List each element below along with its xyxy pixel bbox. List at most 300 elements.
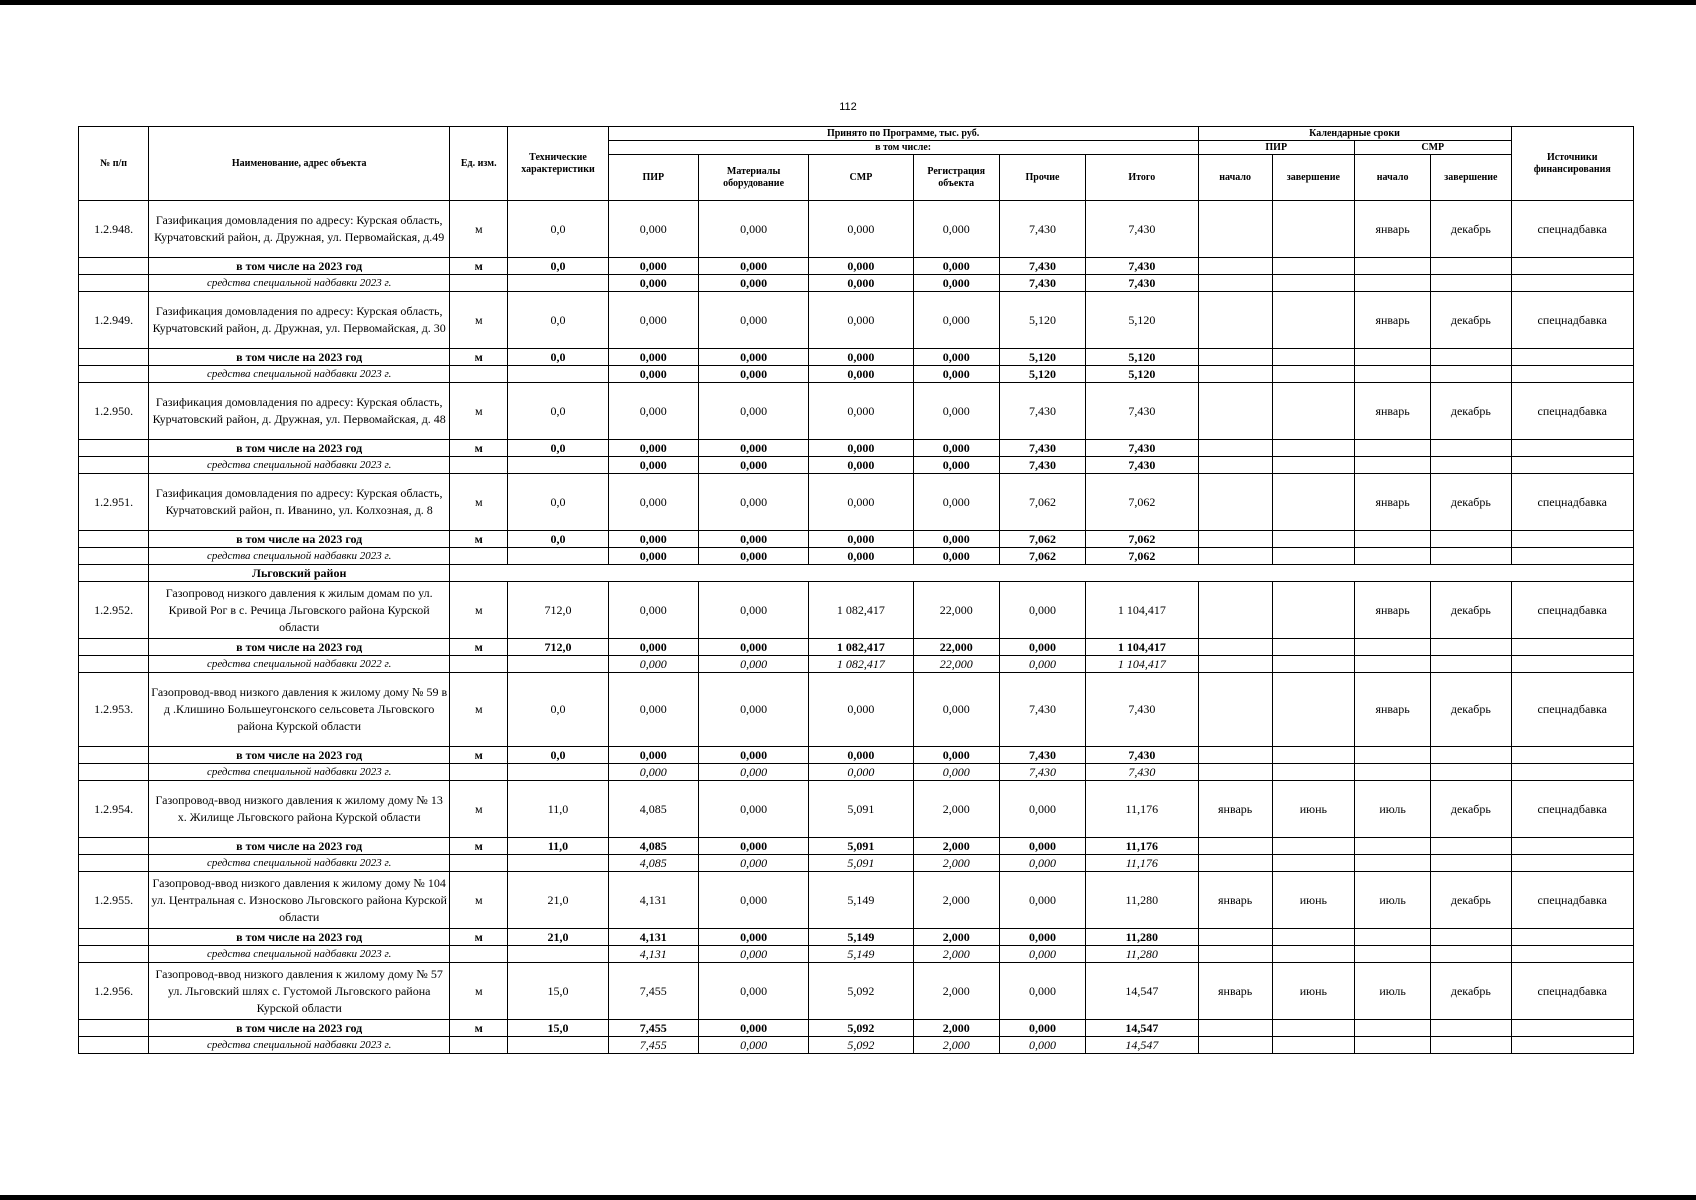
cell-smr: 0,000 (809, 258, 913, 275)
table-cell (1511, 366, 1633, 383)
table-cell (79, 747, 149, 764)
cell-materials: 0,000 (698, 582, 808, 639)
table-cell (79, 457, 149, 474)
cell-unit: м (450, 747, 508, 764)
cell-registration: 2,000 (913, 929, 999, 946)
cell-total: 7,430 (1086, 457, 1198, 474)
cell-materials: 0,000 (698, 781, 808, 838)
table-cell (508, 656, 608, 673)
year-subtotal-row (79, 1020, 1634, 1037)
cell-name: в том числе на 2023 год (149, 258, 450, 275)
table-cell (1198, 656, 1272, 673)
cell-registration: 0,000 (913, 201, 999, 258)
table-cell (508, 764, 608, 781)
cell-pir-start: январь (1198, 872, 1272, 929)
cell-total: 5,120 (1086, 349, 1198, 366)
cell-pir-start: январь (1198, 963, 1272, 1020)
table-cell (1198, 855, 1272, 872)
table-cell (1354, 929, 1430, 946)
table-cell (1272, 1020, 1354, 1037)
cell-other: 0,000 (999, 946, 1085, 963)
cell-pir-start: январь (1198, 781, 1272, 838)
cell-other: 5,120 (999, 292, 1085, 349)
cell-smr: 0,000 (809, 747, 913, 764)
cell-total: 7,430 (1086, 275, 1198, 292)
cell-tech: 11,0 (508, 838, 608, 855)
header-calendar: Календарные сроки (1198, 127, 1511, 141)
cell-name: в том числе на 2023 год (149, 440, 450, 457)
table-cell (1198, 548, 1272, 565)
cell-pir: 0,000 (608, 275, 698, 292)
cell-smr: 0,000 (809, 764, 913, 781)
cell-registration: 2,000 (913, 1037, 999, 1054)
cell-total: 7,430 (1086, 440, 1198, 457)
cell-pir-end (1272, 474, 1354, 531)
cell-unit: м (450, 838, 508, 855)
cell-smr-start: январь (1354, 201, 1430, 258)
header-name: Наименование, адрес объекта (149, 127, 450, 201)
cell-tech: 0,0 (508, 474, 608, 531)
cell-pir: 0,000 (608, 548, 698, 565)
cell-unit: м (450, 531, 508, 548)
table-cell (1431, 548, 1511, 565)
table-cell (1198, 349, 1272, 366)
cell-materials: 0,000 (698, 292, 808, 349)
cell-materials: 0,000 (698, 349, 808, 366)
header-smr: СМР (809, 155, 913, 201)
cell-total: 7,062 (1086, 531, 1198, 548)
cell-other: 7,430 (999, 383, 1085, 440)
cell-registration: 0,000 (913, 474, 999, 531)
cell-other: 7,430 (999, 275, 1085, 292)
cell-pir: 4,131 (608, 929, 698, 946)
cell-name: средства специальной надбавки 2023 г. (149, 366, 450, 383)
cell-smr: 0,000 (809, 531, 913, 548)
cell-smr: 5,149 (809, 872, 913, 929)
header-cal-pir: ПИР (1198, 141, 1354, 155)
cell-num: 1.2.948. (79, 201, 149, 258)
table-cell (1354, 349, 1430, 366)
table-cell (1431, 1020, 1511, 1037)
table-cell (1431, 838, 1511, 855)
header-smr-start: начало (1354, 155, 1430, 201)
cell-smr: 5,091 (809, 855, 913, 872)
table-cell (1198, 440, 1272, 457)
header-materials: Материалы оборудование (698, 155, 808, 201)
cell-other: 5,120 (999, 366, 1085, 383)
table-cell (1511, 349, 1633, 366)
table-cell (1431, 366, 1511, 383)
table-cell (1431, 1037, 1511, 1054)
cell-unit: м (450, 258, 508, 275)
header-pir-end: завершение (1272, 155, 1354, 201)
cell-unit: м (450, 349, 508, 366)
table-cell (1272, 275, 1354, 292)
table-cell (1272, 747, 1354, 764)
cell-pir: 0,000 (608, 366, 698, 383)
cell-pir-end (1272, 292, 1354, 349)
cell-registration: 0,000 (913, 457, 999, 474)
table-cell (450, 656, 508, 673)
table-cell (508, 366, 608, 383)
funding-source-row (79, 656, 1634, 673)
cell-unit: м (450, 929, 508, 946)
cell-registration: 22,000 (913, 656, 999, 673)
cell-pir-end: июнь (1272, 872, 1354, 929)
object-row (79, 474, 1634, 531)
cell-total: 5,120 (1086, 366, 1198, 383)
table-cell (1198, 275, 1272, 292)
cell-tech: 0,0 (508, 349, 608, 366)
cell-smr: 5,092 (809, 1037, 913, 1054)
header-other: Прочие (999, 155, 1085, 201)
cell-tech: 15,0 (508, 963, 608, 1020)
bottom-border-bar (0, 1195, 1696, 1200)
cell-materials: 0,000 (698, 531, 808, 548)
table-cell (1272, 946, 1354, 963)
cell-tech: 0,0 (508, 258, 608, 275)
cell-smr-start: январь (1354, 292, 1430, 349)
cell-materials: 0,000 (698, 1020, 808, 1037)
table-cell (1198, 929, 1272, 946)
table-cell (1198, 1037, 1272, 1054)
table-cell (1198, 946, 1272, 963)
table-cell (79, 838, 149, 855)
table-cell (1431, 275, 1511, 292)
cell-total: 14,547 (1086, 1020, 1198, 1037)
cell-name: Газификация домовладения по адресу: Курская область, Курчатовский район, д. Дружная, ул. Первомайская, д.49 (149, 201, 450, 258)
cell-other: 0,000 (999, 929, 1085, 946)
header-sources: Источники финансирования (1511, 127, 1633, 201)
cell-other: 0,000 (999, 639, 1085, 656)
cell-pir: 7,455 (608, 1037, 698, 1054)
cell-unit: м (450, 781, 508, 838)
table-cell (1354, 1020, 1430, 1037)
cell-tech: 11,0 (508, 781, 608, 838)
table-cell (1354, 855, 1430, 872)
table-cell (1354, 764, 1430, 781)
table-cell (450, 764, 508, 781)
cell-total: 7,430 (1086, 383, 1198, 440)
table-cell (1198, 764, 1272, 781)
object-row (79, 963, 1634, 1020)
cell-num: 1.2.956. (79, 963, 149, 1020)
table-cell (1431, 531, 1511, 548)
table-cell (1431, 747, 1511, 764)
cell-pir: 0,000 (608, 656, 698, 673)
cell-smr: 0,000 (809, 474, 913, 531)
cell-tech: 15,0 (508, 1020, 608, 1037)
table-cell (1431, 855, 1511, 872)
header-total: Итого (1086, 155, 1198, 201)
cell-total: 11,280 (1086, 872, 1198, 929)
table-cell (79, 440, 149, 457)
table-cell (1354, 656, 1430, 673)
cell-num: 1.2.955. (79, 872, 149, 929)
cell-materials: 0,000 (698, 764, 808, 781)
cell-tech: 0,0 (508, 383, 608, 440)
cell-registration: 2,000 (913, 963, 999, 1020)
table-cell (508, 946, 608, 963)
cell-smr-start: январь (1354, 474, 1430, 531)
year-subtotal-row (79, 929, 1634, 946)
cell-pir: 0,000 (608, 747, 698, 764)
table-cell (1272, 548, 1354, 565)
cell-smr-end: декабрь (1431, 673, 1511, 747)
cell-other: 7,430 (999, 764, 1085, 781)
cell-unit: м (450, 440, 508, 457)
cell-smr-end: декабрь (1431, 781, 1511, 838)
cell-smr-start: январь (1354, 383, 1430, 440)
cell-smr-start: июль (1354, 781, 1430, 838)
table-cell (1272, 366, 1354, 383)
table-cell (1272, 1037, 1354, 1054)
table-cell (1272, 929, 1354, 946)
table-cell (79, 565, 149, 582)
cell-source: спецнадбавка (1511, 872, 1633, 929)
cell-materials: 0,000 (698, 656, 808, 673)
table-cell (1198, 747, 1272, 764)
header-num: № п/п (79, 127, 149, 201)
table-cell (1354, 457, 1430, 474)
cell-registration: 0,000 (913, 383, 999, 440)
cell-pir: 4,085 (608, 855, 698, 872)
year-subtotal-row (79, 349, 1634, 366)
cell-total: 7,430 (1086, 747, 1198, 764)
cell-total: 7,062 (1086, 474, 1198, 531)
cell-materials: 0,000 (698, 383, 808, 440)
table-cell (1272, 531, 1354, 548)
cell-other: 0,000 (999, 872, 1085, 929)
cell-pir: 0,000 (608, 292, 698, 349)
table-cell (1354, 548, 1430, 565)
table-cell (1198, 639, 1272, 656)
cell-pir: 0,000 (608, 258, 698, 275)
table-cell (508, 1037, 608, 1054)
cell-num: 1.2.952. (79, 582, 149, 639)
cell-materials: 0,000 (698, 548, 808, 565)
cell-total: 7,062 (1086, 548, 1198, 565)
cell-materials: 0,000 (698, 275, 808, 292)
cell-registration: 2,000 (913, 838, 999, 855)
cell-pir-start (1198, 582, 1272, 639)
table-cell (1354, 838, 1430, 855)
top-border-bar (0, 0, 1696, 5)
table-cell (1431, 639, 1511, 656)
cell-registration: 2,000 (913, 872, 999, 929)
table-cell (79, 258, 149, 275)
cell-unit: м (450, 292, 508, 349)
cell-pir: 0,000 (608, 383, 698, 440)
cell-smr: 0,000 (809, 275, 913, 292)
table-cell (79, 349, 149, 366)
table-cell (79, 855, 149, 872)
table-cell (1272, 440, 1354, 457)
cell-num: 1.2.954. (79, 781, 149, 838)
cell-name: Газопровод-ввод низкого давления к жилому дому № 104 ул. Центральная с. Износково Льговского района Курской области (149, 872, 450, 929)
cell-pir-end (1272, 201, 1354, 258)
cell-registration: 2,000 (913, 1020, 999, 1037)
cell-smr: 5,092 (809, 1020, 913, 1037)
table-cell (1272, 639, 1354, 656)
cell-other: 0,000 (999, 963, 1085, 1020)
cell-registration: 0,000 (913, 349, 999, 366)
page-number: 112 (839, 101, 857, 113)
cell-num: 1.2.951. (79, 474, 149, 531)
cell-name: в том числе на 2023 год (149, 929, 450, 946)
funding-source-row (79, 946, 1634, 963)
cell-name: Газопровод-ввод низкого давления к жилому дому № 59 в д .Клишино Большеугонского сельсовета Льговского района Курской области (149, 673, 450, 747)
cell-total: 11,280 (1086, 946, 1198, 963)
table-cell (1354, 275, 1430, 292)
cell-tech: 0,0 (508, 531, 608, 548)
cell-pir-end (1272, 673, 1354, 747)
cell-unit: м (450, 1020, 508, 1037)
cell-tech: 712,0 (508, 639, 608, 656)
header-accepted: Принято по Программе, тыс. руб. (608, 127, 1198, 141)
cell-other: 0,000 (999, 1037, 1085, 1054)
header-tech: Технические характеристики (508, 127, 608, 201)
cell-unit: м (450, 201, 508, 258)
cell-materials: 0,000 (698, 747, 808, 764)
object-row (79, 872, 1634, 929)
cell-source: спецнадбавка (1511, 383, 1633, 440)
table-cell (1431, 349, 1511, 366)
funding-source-row (79, 855, 1634, 872)
district-row (79, 565, 1634, 582)
funding-source-row (79, 275, 1634, 292)
cell-name: Газопровод-ввод низкого давления к жилому дому № 13 х. Жилище Льговского района Курской области (149, 781, 450, 838)
cell-pir-start (1198, 474, 1272, 531)
cell-tech: 0,0 (508, 440, 608, 457)
table-cell (1198, 457, 1272, 474)
cell-other: 0,000 (999, 582, 1085, 639)
table-cell (450, 946, 508, 963)
table-cell (1354, 747, 1430, 764)
cell-pir: 0,000 (608, 474, 698, 531)
cell-materials: 0,000 (698, 366, 808, 383)
cell-smr: 0,000 (809, 383, 913, 440)
cell-registration: 2,000 (913, 781, 999, 838)
table-cell (79, 531, 149, 548)
cell-tech: 0,0 (508, 201, 608, 258)
program-table (78, 126, 1634, 1054)
table-cell (1511, 531, 1633, 548)
table-cell (1431, 457, 1511, 474)
cell-registration: 0,000 (913, 747, 999, 764)
cell-pir-end: июнь (1272, 963, 1354, 1020)
cell-unit: м (450, 474, 508, 531)
table-cell (1198, 1020, 1272, 1037)
cell-materials: 0,000 (698, 838, 808, 855)
table-cell (1354, 946, 1430, 963)
header-pir-start: начало (1198, 155, 1272, 201)
cell-registration: 0,000 (913, 440, 999, 457)
year-subtotal-row (79, 747, 1634, 764)
table-cell (508, 548, 608, 565)
cell-total: 11,176 (1086, 838, 1198, 855)
cell-source: спецнадбавка (1511, 673, 1633, 747)
cell-name: средства специальной надбавки 2023 г. (149, 275, 450, 292)
table-cell (1354, 258, 1430, 275)
cell-materials: 0,000 (698, 673, 808, 747)
cell-total: 7,430 (1086, 673, 1198, 747)
object-row (79, 201, 1634, 258)
cell-registration: 0,000 (913, 548, 999, 565)
cell-num: 1.2.950. (79, 383, 149, 440)
cell-materials: 0,000 (698, 929, 808, 946)
cell-other: 0,000 (999, 838, 1085, 855)
cell-pir: 0,000 (608, 764, 698, 781)
cell-name: в том числе на 2023 год (149, 531, 450, 548)
cell-total: 14,547 (1086, 1037, 1198, 1054)
table-cell (1272, 457, 1354, 474)
year-subtotal-row (79, 440, 1634, 457)
table-cell (1272, 855, 1354, 872)
table-cell (79, 1037, 149, 1054)
table-cell (450, 548, 508, 565)
year-subtotal-row (79, 531, 1634, 548)
cell-other: 7,430 (999, 440, 1085, 457)
cell-smr: 0,000 (809, 673, 913, 747)
cell-source: спецнадбавка (1511, 582, 1633, 639)
cell-smr: 0,000 (809, 201, 913, 258)
cell-registration: 0,000 (913, 764, 999, 781)
table-cell (79, 275, 149, 292)
table-cell (508, 457, 608, 474)
table-cell (1511, 1020, 1633, 1037)
funding-source-row (79, 457, 1634, 474)
table-cell (1511, 258, 1633, 275)
cell-materials: 0,000 (698, 440, 808, 457)
header-including: в том числе: (608, 141, 1198, 155)
cell-num: 1.2.953. (79, 673, 149, 747)
cell-materials: 0,000 (698, 201, 808, 258)
cell-materials: 0,000 (698, 474, 808, 531)
cell-pir-start (1198, 201, 1272, 258)
cell-name: средства специальной надбавки 2023 г. (149, 764, 450, 781)
cell-registration: 2,000 (913, 946, 999, 963)
cell-pir: 0,000 (608, 349, 698, 366)
cell-smr: 1 082,417 (809, 582, 913, 639)
table-cell (1272, 838, 1354, 855)
funding-source-row (79, 1037, 1634, 1054)
cell-total: 7,430 (1086, 201, 1198, 258)
cell-materials: 0,000 (698, 639, 808, 656)
cell-smr: 5,092 (809, 963, 913, 1020)
table-cell (508, 275, 608, 292)
cell-name: средства специальной надбавки 2023 г. (149, 946, 450, 963)
cell-total: 1 104,417 (1086, 639, 1198, 656)
cell-name: в том числе на 2023 год (149, 639, 450, 656)
cell-other: 0,000 (999, 656, 1085, 673)
cell-pir: 0,000 (608, 582, 698, 639)
table-cell (79, 639, 149, 656)
table-cell (1354, 531, 1430, 548)
cell-name: в том числе на 2023 год (149, 838, 450, 855)
year-subtotal-row (79, 639, 1634, 656)
cell-registration: 0,000 (913, 366, 999, 383)
cell-pir: 0,000 (608, 531, 698, 548)
cell-smr: 0,000 (809, 457, 913, 474)
cell-registration: 22,000 (913, 639, 999, 656)
cell-unit: м (450, 963, 508, 1020)
cell-smr-end: декабрь (1431, 582, 1511, 639)
cell-source: спецнадбавка (1511, 201, 1633, 258)
cell-name: средства специальной надбавки 2023 г. (149, 1037, 450, 1054)
cell-other: 0,000 (999, 1020, 1085, 1037)
table-cell (1198, 366, 1272, 383)
